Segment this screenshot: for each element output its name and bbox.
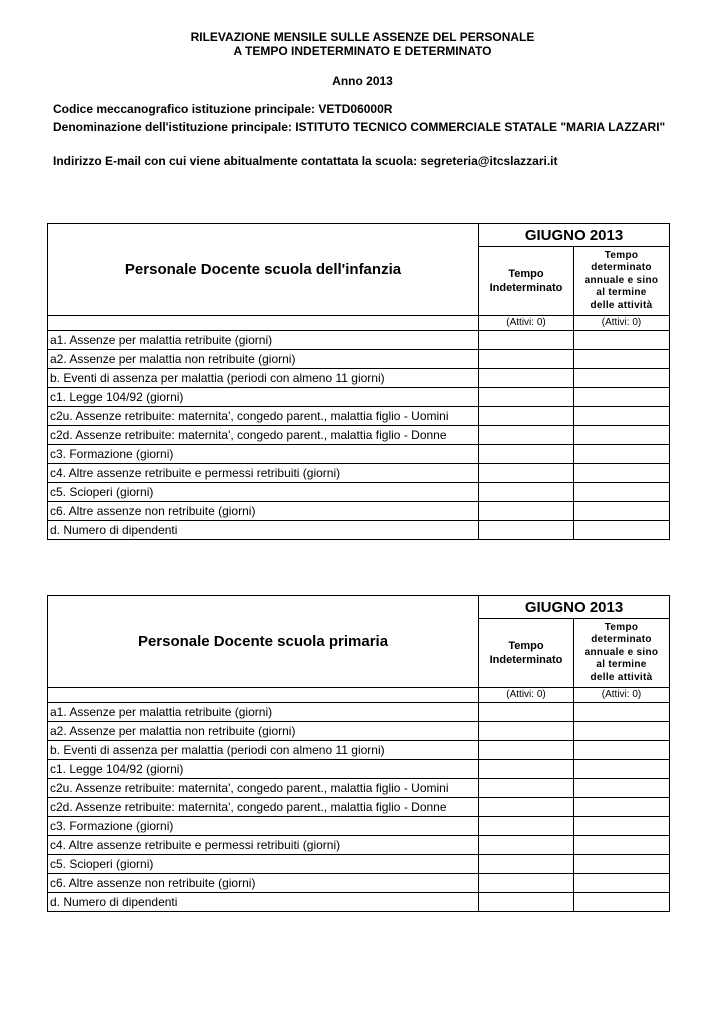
value-cell-determinato — [574, 369, 670, 388]
row-label: c6. Altre assenze non retribuite (giorni) — [48, 502, 479, 521]
table-row — [48, 426, 670, 445]
blank-cell — [48, 316, 479, 331]
row-label: a2. Assenze per malattia non retribuite (giorni) — [48, 722, 479, 741]
section-title: Personale Docente scuola primaria — [48, 596, 479, 688]
row-label: c1. Legge 104/92 (giorni) — [48, 388, 479, 407]
codice-meccanografico: Codice meccanografico istituzione principale: VETD06000R — [53, 102, 393, 116]
column-header-line: al termine — [596, 287, 647, 299]
value-cell-indeterminato — [479, 464, 574, 483]
value-cell-indeterminato — [479, 407, 574, 426]
value-cell-determinato — [574, 350, 670, 369]
row-label: a2. Assenze per malattia non retribuite (giorni) — [48, 350, 479, 369]
row-label: c2u. Assenze retribuite: maternita', congedo parent., malattia figlio - Uomini — [48, 779, 479, 798]
value-cell-indeterminato — [479, 836, 574, 855]
value-cell-determinato — [574, 722, 670, 741]
value-cell-indeterminato — [479, 703, 574, 722]
value-cell-determinato — [574, 483, 670, 502]
value-cell-determinato — [574, 836, 670, 855]
table-row — [48, 893, 670, 912]
column-header-line: al termine — [596, 659, 647, 671]
month-header: GIUGNO 2013 — [479, 596, 670, 619]
value-cell-indeterminato — [479, 502, 574, 521]
column-header-line: delle attività — [590, 671, 653, 683]
section-title: Personale Docente scuola dell'infanzia — [48, 224, 479, 316]
absence-table-primaria — [47, 595, 670, 912]
value-cell-indeterminato — [479, 350, 574, 369]
value-cell-determinato — [574, 426, 670, 445]
row-label: c3. Formazione (giorni) — [48, 445, 479, 464]
attivi-count: (Attivi: 0) — [574, 688, 670, 703]
value-cell-determinato — [574, 779, 670, 798]
table-row — [48, 817, 670, 836]
document-title-line2: A TEMPO INDETERMINATO E DETERMINATO — [233, 44, 492, 58]
value-cell-indeterminato — [479, 779, 574, 798]
row-label: b. Eventi di assenza per malattia (periodi con almeno 11 giorni) — [48, 369, 479, 388]
row-label: d. Numero di dipendenti — [48, 521, 479, 540]
value-cell-indeterminato — [479, 483, 574, 502]
column-header-line: Tempo — [604, 621, 639, 633]
table-row — [48, 521, 670, 540]
email-istituzione: Indirizzo E-mail con cui viene abitualmente contattata la scuola: segreteria@itcslazzari.it — [53, 154, 558, 168]
value-cell-determinato — [574, 741, 670, 760]
value-cell-indeterminato — [479, 722, 574, 741]
table-row — [48, 760, 670, 779]
value-cell-indeterminato — [479, 426, 574, 445]
column-header-line: Tempo — [604, 249, 639, 261]
row-label: c3. Formazione (giorni) — [48, 817, 479, 836]
column-header-tempo-determinato — [574, 619, 670, 688]
value-cell-indeterminato — [479, 741, 574, 760]
table-row — [48, 836, 670, 855]
column-header-line: annuale e sino — [584, 646, 659, 658]
table-row — [48, 407, 670, 426]
row-label: b. Eventi di assenza per malattia (periodi con almeno 11 giorni) — [48, 741, 479, 760]
table-row — [48, 445, 670, 464]
column-header-line: determinato — [591, 262, 652, 274]
row-label: a1. Assenze per malattia retribuite (giorni) — [48, 703, 479, 722]
value-cell-indeterminato — [479, 893, 574, 912]
column-header-tempo-indeterminato — [479, 247, 574, 316]
value-cell-indeterminato — [479, 855, 574, 874]
column-header-line: Indeterminato — [489, 654, 563, 666]
value-cell-determinato — [574, 388, 670, 407]
value-cell-indeterminato — [479, 817, 574, 836]
column-header-line: annuale e sino — [584, 274, 659, 286]
value-cell-determinato — [574, 445, 670, 464]
table-row — [48, 350, 670, 369]
value-cell-determinato — [574, 893, 670, 912]
value-cell-indeterminato — [479, 445, 574, 464]
absence-table-infanzia — [47, 223, 670, 540]
column-header-line: Indeterminato — [489, 282, 563, 294]
value-cell-indeterminato — [479, 521, 574, 540]
row-label: d. Numero di dipendenti — [48, 893, 479, 912]
value-cell-determinato — [574, 817, 670, 836]
table-row — [48, 369, 670, 388]
table-row — [48, 798, 670, 817]
blank-cell — [48, 688, 479, 703]
value-cell-determinato — [574, 464, 670, 483]
value-cell-indeterminato — [479, 798, 574, 817]
table-row — [48, 779, 670, 798]
column-header-line: delle attività — [590, 299, 653, 311]
table-row — [48, 331, 670, 350]
value-cell-indeterminato — [479, 388, 574, 407]
value-cell-indeterminato — [479, 331, 574, 350]
value-cell-determinato — [574, 874, 670, 893]
row-label: c6. Altre assenze non retribuite (giorni) — [48, 874, 479, 893]
attivi-count: (Attivi: 0) — [574, 316, 670, 331]
table-row — [48, 741, 670, 760]
table-row — [48, 722, 670, 741]
table-row — [48, 464, 670, 483]
row-label: c1. Legge 104/92 (giorni) — [48, 760, 479, 779]
row-label: c5. Scioperi (giorni) — [48, 855, 479, 874]
value-cell-determinato — [574, 760, 670, 779]
table-row — [48, 502, 670, 521]
value-cell-determinato — [574, 521, 670, 540]
row-label: c4. Altre assenze retribuite e permessi retribuiti (giorni) — [48, 836, 479, 855]
value-cell-indeterminato — [479, 760, 574, 779]
value-cell-indeterminato — [479, 369, 574, 388]
value-cell-determinato — [574, 703, 670, 722]
column-header-line: Tempo — [508, 640, 544, 652]
column-header-line: Tempo — [508, 268, 544, 280]
row-label: a1. Assenze per malattia retribuite (giorni) — [48, 331, 479, 350]
month-header: GIUGNO 2013 — [479, 224, 670, 247]
row-label: c2u. Assenze retribuite: maternita', congedo parent., malattia figlio - Uomini — [48, 407, 479, 426]
value-cell-determinato — [574, 855, 670, 874]
column-header-line: determinato — [591, 634, 652, 646]
value-cell-determinato — [574, 407, 670, 426]
value-cell-determinato — [574, 798, 670, 817]
value-cell-determinato — [574, 502, 670, 521]
denominazione-istituzione: Denominazione dell'istituzione principale: ISTITUTO TECNICO COMMERCIALE STATALE "MARIA LAZZARI" — [53, 120, 666, 134]
document-title-line1: RILEVAZIONE MENSILE SULLE ASSENZE DEL PERSONALE — [190, 30, 535, 44]
row-label: c2d. Assenze retribuite: maternita', congedo parent., malattia figlio - Donne — [48, 798, 479, 817]
row-label: c5. Scioperi (giorni) — [48, 483, 479, 502]
attivi-count: (Attivi: 0) — [479, 688, 574, 703]
table-row — [48, 874, 670, 893]
table-row — [48, 388, 670, 407]
value-cell-determinato — [574, 331, 670, 350]
table-row — [48, 483, 670, 502]
column-header-tempo-indeterminato — [479, 619, 574, 688]
document-year: Anno 2013 — [332, 74, 393, 88]
value-cell-indeterminato — [479, 874, 574, 893]
row-label: c2d. Assenze retribuite: maternita', congedo parent., malattia figlio - Donne — [48, 426, 479, 445]
table-row — [48, 855, 670, 874]
column-header-tempo-determinato — [574, 247, 670, 316]
attivi-count: (Attivi: 0) — [479, 316, 574, 331]
table-row — [48, 703, 670, 722]
row-label: c4. Altre assenze retribuite e permessi retribuiti (giorni) — [48, 464, 479, 483]
